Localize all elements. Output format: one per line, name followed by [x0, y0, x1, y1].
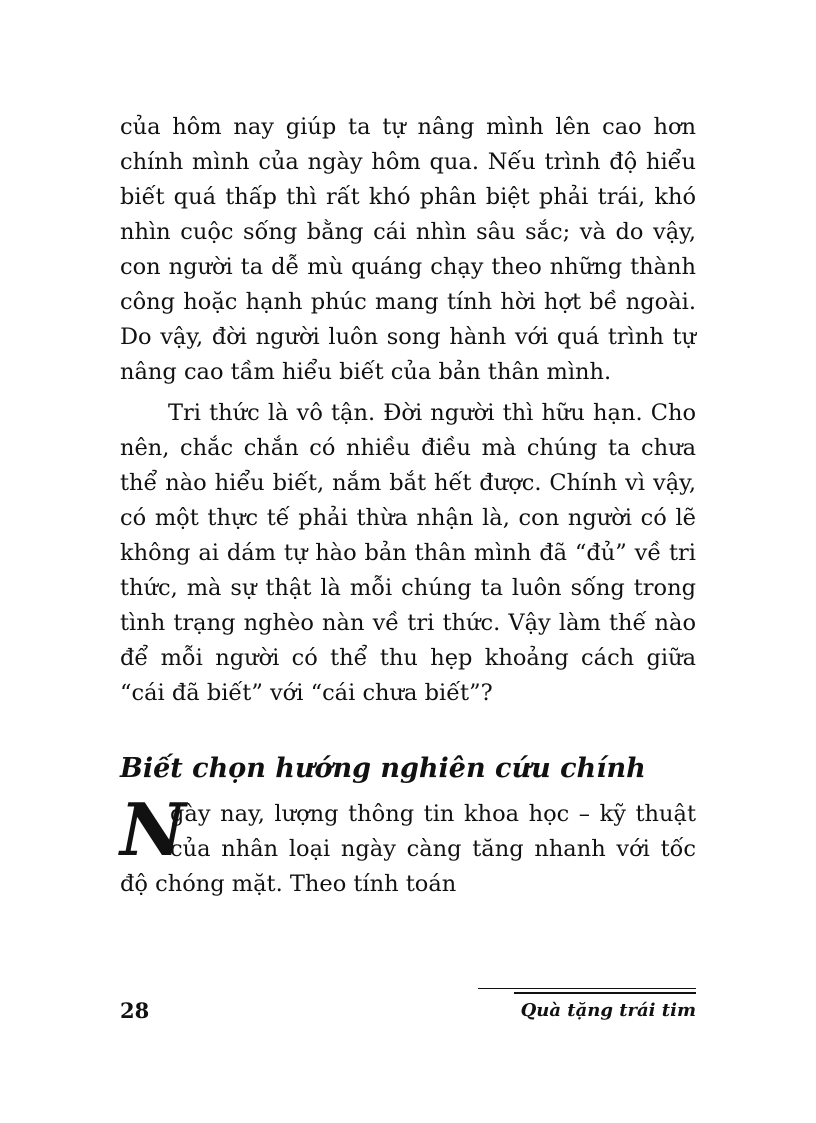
page-number: 28 [120, 998, 150, 1023]
footer-rule-thick [514, 992, 696, 994]
body-paragraph-with-drop-cap [120, 787, 696, 902]
page-footer [120, 988, 696, 1028]
body-paragraph: Tri thức là vô tận. Đời người thì hữu hạn. Cho nên, chắc chắn có nhiều điều mà chúng ta chưa thể nào hiểu biết, nắm bắt hết được. Chính vì vậy, có một thực tế phải thừa nhận là, con người có lẽ không ai dám tự hào bản thân mình đã “đủ” về tri thức, mà sự thật là mỗi chúng ta luôn sống trong tình trạng nghèo nàn về tri thức. Vậy làm thế nào để mỗi người có thể thu hẹp khoảng cách giữa “cái đã biết” với “cái chưa biết”? [120, 400, 696, 706]
page-content [120, 110, 696, 902]
body-paragraph: của hôm nay giúp ta tự nâng mình lên cao hơn chính mình của ngày hôm qua. Nếu trình độ hiểu biết quá thấp thì rất khó phân biệt phải trái, khó nhìn cuộc sống bằng cái nhìn sâu sắc; và do vậy, con người ta dễ mù quáng chạy theo những thành công hoặc hạnh phúc mang tính hời hợt bề ngoài. Do vậy, đời người luôn song hành với quá trình tự nâng cao tầm hiểu biết của bản thân mình. [120, 114, 696, 385]
footer-rule-thin [478, 988, 696, 989]
body-paragraph-text: gày nay, lượng thông tin khoa học – kỹ thuật của nhân loại ngày càng tăng nhanh với tốc độ chóng mặt. Theo tính toán [120, 801, 696, 897]
drop-cap-letter: N [120, 787, 186, 872]
section-heading: Biết chọn hướng nghiên cứu chính [120, 753, 646, 784]
book-title: Quà tặng trái tim [520, 1000, 696, 1021]
